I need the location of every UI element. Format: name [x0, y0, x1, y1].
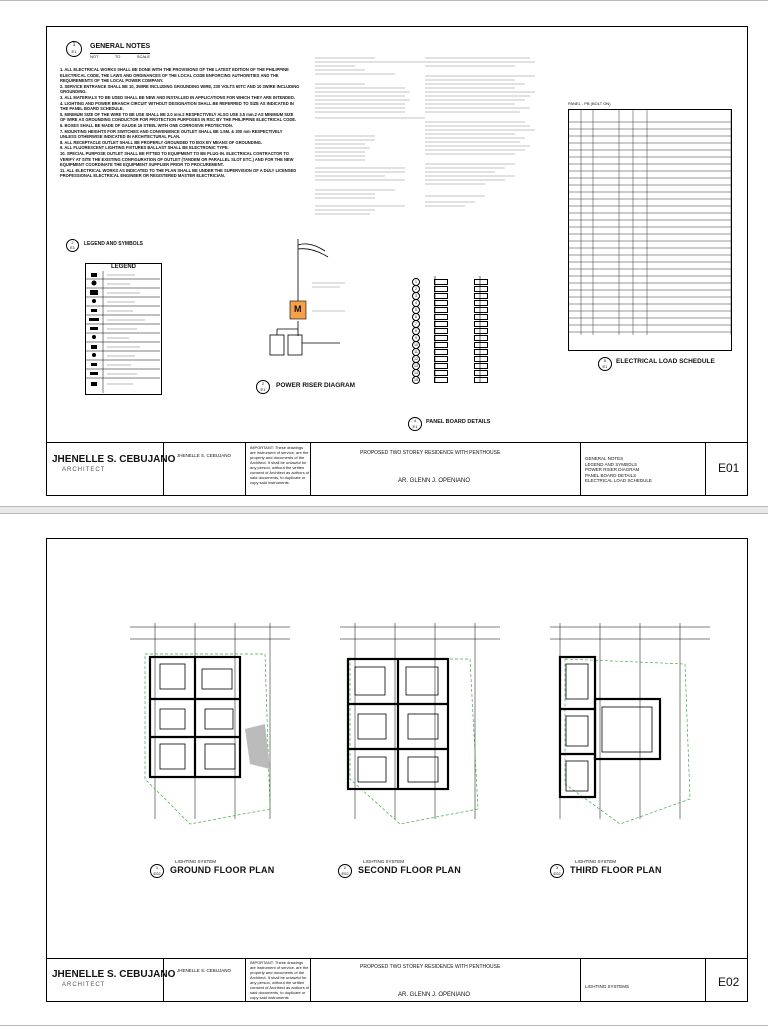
panel-circuit-row [412, 278, 502, 285]
marker-ref: E1 [412, 424, 418, 429]
circuit-number: 11 [412, 348, 420, 356]
marker-number: 3 [555, 865, 559, 870]
plan-title: THIRD FLOOR PLAN [570, 865, 662, 875]
schedule-title: ELECTRICAL LOAD SCHEDULE [616, 358, 715, 365]
panel-marker [408, 417, 422, 431]
architect-name-small: JHENELLE S. CEBUJANO [177, 968, 232, 973]
legend-title: LEGEND AND SYMBOLS [84, 241, 143, 247]
note-item: 11. ALL ELECTRICAL WORKS AS INDICATED TO THE PLAN SHALL BE UNDER THE SUPERVISION OF A DULY LICENSED PROFESSIONAL ELECTRICAL ENGINEER OR REGISTERED MASTER ELECTRICIAN. [60, 167, 297, 179]
panel-circuit-row [412, 348, 502, 355]
project-architect: AR. GLENN J. OPENIANO [398, 478, 471, 484]
note-item: 9. ALL FLUORESCENT LIGHTING FIXTURES BALLAST SHALL BE ELECTRONIC TYPE. [60, 145, 229, 151]
sheet-number: E02 [718, 975, 740, 989]
panel-circuit-row [412, 362, 502, 369]
plan-marker [338, 864, 352, 878]
sheet-contents [585, 456, 652, 484]
note-item: 5. MINIMUM SIZE OF THE WIRE TO BE USE SHALL BE 2.0 mm.2 RESPECTIVELY ALSO USE 3.5 mm.2 AS MINIMUM SIZE OF WIRE AS GROUNDING CONDUCTOR FOR PROTECTION PURPOSES IN RSC BY THE PHILIPPINE ELECTRICAL CODE. [60, 111, 297, 123]
note-item: 4. LIGHTING AND POWER BRANCH CIRCUIT WITHOUT DESIGNATION SHALL BE REFERRED TO SIZE AS INDICATED IN THE PANEL BOARD SCHEDULE. [60, 100, 294, 112]
panel-circuit-row [412, 320, 502, 327]
marker-ref: E1 [260, 387, 266, 392]
panel-circuit-row [412, 306, 502, 313]
circuit-number: 7 [412, 320, 420, 328]
marker-number: 1 [155, 865, 159, 870]
scale-word: TO [114, 54, 121, 59]
content-item: GENERAL NOTES [585, 456, 624, 461]
circuit-number: 4 [412, 299, 420, 307]
schedule-marker [598, 357, 612, 371]
plan-title: GROUND FLOOR PLAN [170, 865, 275, 875]
meter-label: M [294, 304, 302, 314]
circuit-number: 10 [412, 341, 420, 349]
project-title: PROPOSED TWO STOREY RESIDENCE WITH PENTHOUSE [360, 964, 501, 970]
marker-ref: E1 [70, 245, 75, 250]
title-block-cell [163, 959, 246, 1001]
panel-circuit-row [412, 369, 502, 376]
general-notes-scale [90, 53, 150, 59]
marker-number: 1 [72, 42, 76, 48]
second-floor-plan-drawing [330, 619, 505, 839]
architect-role: ARCHITECT [62, 467, 106, 473]
marker-ref: E02 [341, 871, 349, 876]
note-item: 10. SPECIAL PURPOSE OUTLET SHALL BE FITTED TO EQUIPMENT TO BE PLUG-IN. ELECTRICAL CONTRACTOR TO VERIFY AT SITE THE EXISTING CONFIGURATION OF OUTLET (TANDEM OR PARALLEL SLOT ETC.) AND FOR THE NEW EQUIPMENT COORDINATE THE EQUIPMENT SUPPLIER PRIOR TO PROCUREMENT. [60, 150, 294, 168]
legend-symbols [85, 271, 160, 393]
architect-name: JHENELLE S. CEBUJANO [52, 969, 176, 980]
circuit-number: 1 [412, 278, 420, 286]
marker-ref: E02 [153, 871, 161, 876]
plan-subtitle: LIGHTING SYSTEM [363, 859, 405, 864]
general-notes-marker [66, 41, 82, 57]
content-item: PANEL BOARD DETAILS [585, 472, 637, 478]
panel-circuit-row [412, 327, 502, 334]
circuit-number: 5 [412, 306, 420, 314]
load-computation-text [315, 56, 565, 256]
plan-title: SECOND FLOOR PLAN [358, 865, 461, 875]
panel-title: PANEL BOARD DETAILS [426, 419, 491, 425]
plan-marker [550, 864, 564, 878]
scale-word: NOT [90, 54, 99, 59]
architect-role: ARCHITECT [62, 982, 106, 988]
marker-number: 5 [603, 358, 607, 363]
sheet-e01 [0, 0, 768, 507]
schedule-header: PANEL - PB (BOLT ON) [568, 101, 611, 106]
marker-ref: E02 [553, 871, 561, 876]
circuit-number: 12 [412, 355, 420, 363]
marker-number: 2 [261, 381, 265, 386]
riser-title: POWER RISER DIAGRAM [276, 382, 356, 389]
note-item: 1. ALL ELECTRICAL WORKS SHALL BE DONE WITH THE PROVISIONS OF THE LATEST EDITION OF THE PHILIPPINE ELECTRICAL CODE, THE LAWS AND ORDINANCES OF THE LOCAL CODE ENFORCING AUTHORITIES AND THE REQUIREMENTS OF THE LOCAL POWER COMPANY. [60, 67, 289, 84]
content-item: LIGHTING SYSTEMS [585, 984, 630, 989]
plan-marker [150, 864, 164, 878]
marker-number: 2 [71, 240, 74, 245]
content-item: LEGEND AND SYMBOLS [585, 461, 638, 467]
content-item: ELECTRICAL LOAD SCHEDULE [585, 478, 652, 483]
marker-number: 2 [343, 865, 347, 870]
sheet-number: E01 [718, 461, 740, 475]
ground-floor-plan-drawing [120, 619, 295, 839]
marker-number: 4 [413, 418, 417, 423]
circuit-number: 8 [412, 327, 420, 335]
marker-ref: E1 [71, 49, 77, 54]
general-notes-list [60, 67, 300, 179]
circuit-number: 9 [412, 334, 420, 342]
breaker-symbol [434, 377, 448, 383]
circuit-number: 15 [412, 376, 420, 384]
circuit-number: 3 [412, 292, 420, 300]
project-architect: AR. GLENN J. OPENIANO [398, 992, 471, 998]
note-item: 7. MOUNTING HEIGHTS FOR SWITCHES AND CONVENIENCE OUTLET SHALL BE 1.5M. & 300 mm RESPECTIVELY UNLESS OTHERWISE INDICATED IN ARCHITECTURAL PLAN. [60, 128, 283, 140]
note-item: 6. BOXES SHALL BE MADE OF GAUGE 16 STEEL WITH ONE CORROSIVE PROTECTION. [60, 122, 233, 128]
marker-ref: E1 [602, 364, 608, 369]
title-block-cell [580, 959, 706, 1001]
panel-circuit-row [412, 285, 502, 292]
important-note: IMPORTANT: These drawings are instrument of service, are the property and documents of the Architect. It shall be unlawful for any person, without the written consent of Architect as authors of said documents, to duplicate or copy said instruments. [250, 960, 310, 1000]
title-block-cell [46, 959, 164, 1001]
panel-circuit-row [412, 299, 502, 306]
panel-circuit-list [412, 278, 502, 383]
panel-circuit-row [412, 313, 502, 320]
panel-circuit-row [412, 355, 502, 362]
panel-circuit-row [412, 334, 502, 341]
load-schedule-table [568, 109, 732, 351]
title-block-cell [163, 443, 246, 495]
note-item: 8. ALL RECEPTACLE OUTLET SHALL BE PROPERLY GROUNDED TO BOX BY MEANS OF GROUNDING. [60, 139, 263, 145]
third-floor-plan-drawing [540, 619, 715, 839]
architect-name: JHENELLE S. CEBUJANO [52, 454, 176, 465]
plan-subtitle: LIGHTING SYSTEM [575, 859, 617, 864]
project-title: PROPOSED TWO STOREY RESIDENCE WITH PENTHOUSE [360, 450, 501, 456]
panel-circuit-row [412, 292, 502, 299]
sheet-e02 [0, 513, 768, 1026]
panel-circuits [412, 278, 502, 383]
general-notes-title: GENERAL NOTES [90, 43, 151, 50]
content-item: POWER RISER DIAGRAM [585, 467, 640, 472]
circuit-number: 14 [412, 369, 420, 377]
architect-name-small: JHENELLE S. CEBUJANO [177, 453, 232, 458]
panel-circuit-row [412, 341, 502, 348]
legend-box-title: LEGEND [110, 264, 136, 270]
sheet-contents [585, 984, 629, 989]
note-item: 2. SERVICE ENTRANCE SHALL BE 10, 3WIRE INCLUDING GROUNDING WIRE, 230 VOLTS 60TC AND 10 3WIRE INCLUDING GROUNDING. [60, 83, 300, 95]
riser-marker [256, 380, 270, 394]
circuit-number: 13 [412, 362, 420, 370]
legend-marker [66, 239, 79, 252]
schedule-grid [569, 110, 731, 350]
panel-circuit-row [412, 376, 502, 383]
scale-word: SCALE [136, 54, 150, 59]
plan-subtitle: LIGHTING SYSTEM [175, 859, 217, 864]
note-item: 3. ALL MATERIALS TO BE USED SHALL BE NEW AND INSTALLED IN APPLICATIONS FOR WHICH THEY ARE INTENDED. [60, 94, 295, 100]
important-note: IMPORTANT: These drawings are instrument of service, are the property and documents of the Architect. It shall be unlawful for any person, without the written consent of Architect as authors of said documents, to duplicate or copy said instruments. [250, 445, 310, 485]
circuit-number: 6 [412, 313, 420, 321]
circuit-number: 2 [412, 285, 420, 293]
breaker-symbol [474, 377, 488, 383]
